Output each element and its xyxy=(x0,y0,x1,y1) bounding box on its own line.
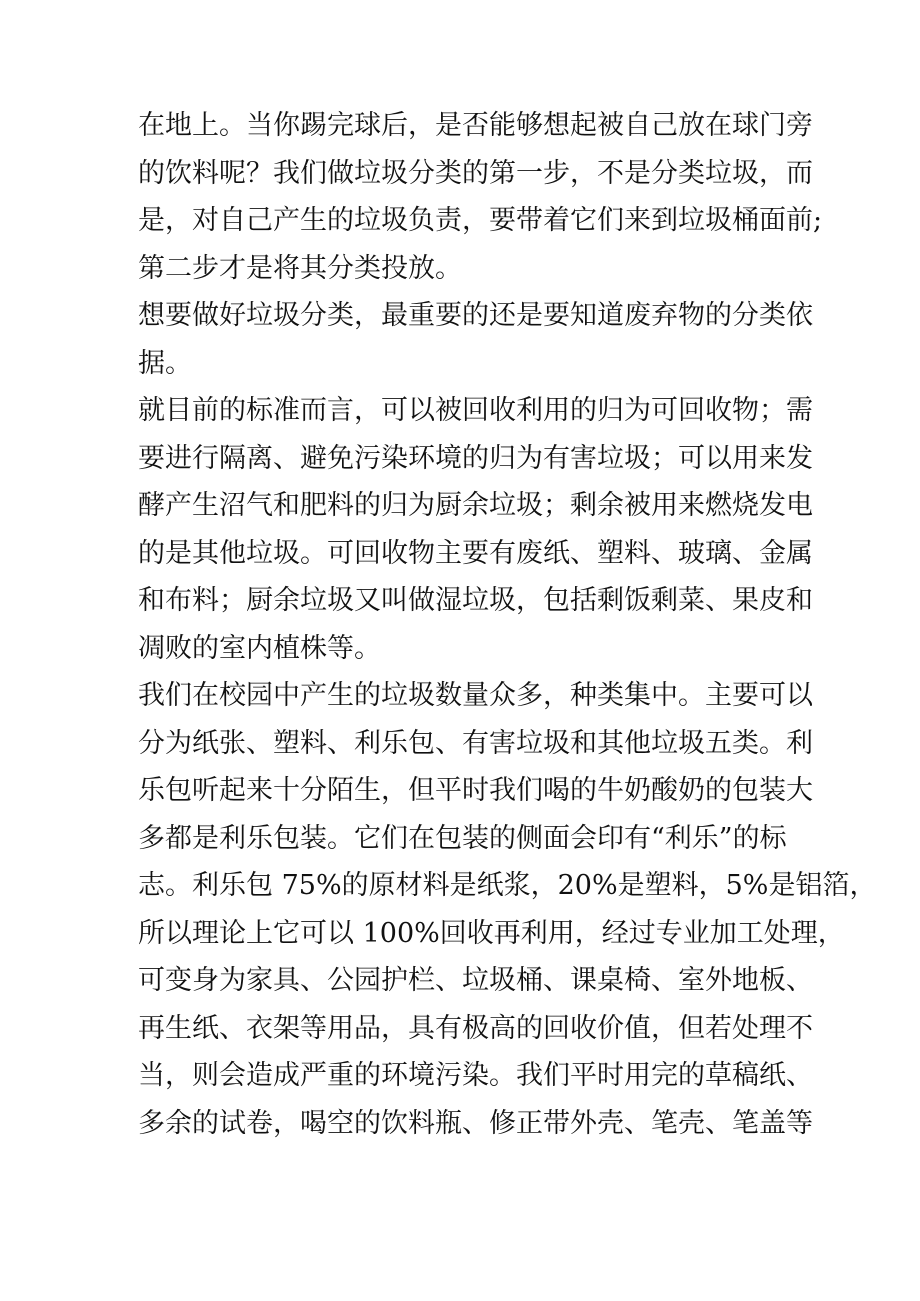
text-line: 我们在校园中产生的垃圾数量众多，种类集中。主要可以 xyxy=(138,680,813,711)
document-body xyxy=(138,102,877,1147)
text-line: 想要做好垃圾分类，最重要的还是要知道废弃物的分类依 xyxy=(138,300,813,331)
text-line: 多余的试卷，喝空的饮料瓶、修正带外壳、笔壳、笔盖等 xyxy=(138,1107,813,1139)
text-line: 当，则会造成严重的环境污染。我们平时用完的草稿纸、 xyxy=(138,1060,813,1091)
text-line: 凋败的室内植株等。 xyxy=(138,632,381,664)
text-line: 第二步才是将其分类投放。 xyxy=(138,252,462,284)
text-line: 分为纸张、塑料、利乐包、有害垃圾和其他垃圾五类。利 xyxy=(138,727,813,759)
text-line: 要进行隔离、避免污染环境的归为有害垃圾；可以用来发 xyxy=(138,442,813,474)
text-line: 再生纸、衣架等用品，具有极高的回收价值，但若处理不 xyxy=(138,1012,813,1044)
text-line: 就目前的标准而言，可以被回收利用的归为可回收物；需 xyxy=(138,395,813,426)
text-line: 乐包听起来十分陌生，但平时我们喝的牛奶酸奶的包装大 xyxy=(138,775,813,806)
text-line: 的是其他垃圾。可回收物主要有废纸、塑料、玻璃、金属 xyxy=(138,537,813,569)
text-line: 多都是利乐包装。它们在包装的侧面会印有“利乐”的标 xyxy=(138,822,787,854)
text-line: 和布料；厨余垃圾又叫做湿垃圾，包括剩饭剩菜、果皮和 xyxy=(138,585,813,616)
text-line: 志。利乐包 75%的原材料是纸浆，20%是塑料，5%是铝箔， xyxy=(138,870,877,901)
text-line: 是，对自己产生的垃圾负责，要带着它们来到垃圾桶面前; xyxy=(138,205,823,236)
text-line: 在地上。当你踢完球后，是否能够想起被自己放在球门旁 xyxy=(138,110,813,141)
text-line: 的饮料呢？我们做垃圾分类的第一步，不是分类垃圾，而 xyxy=(138,157,813,189)
text-line: 酵产生沼气和肥料的归为厨余垃圾；剩余被用来燃烧发电 xyxy=(138,490,813,521)
text-line: 所以理论上它可以 100%回收再利用，经过专业加工处理， xyxy=(138,917,845,949)
text-line: 据。 xyxy=(138,347,192,379)
text-line: 可变身为家具、公园护栏、垃圾桶、课桌椅、室外地板、 xyxy=(138,965,813,996)
